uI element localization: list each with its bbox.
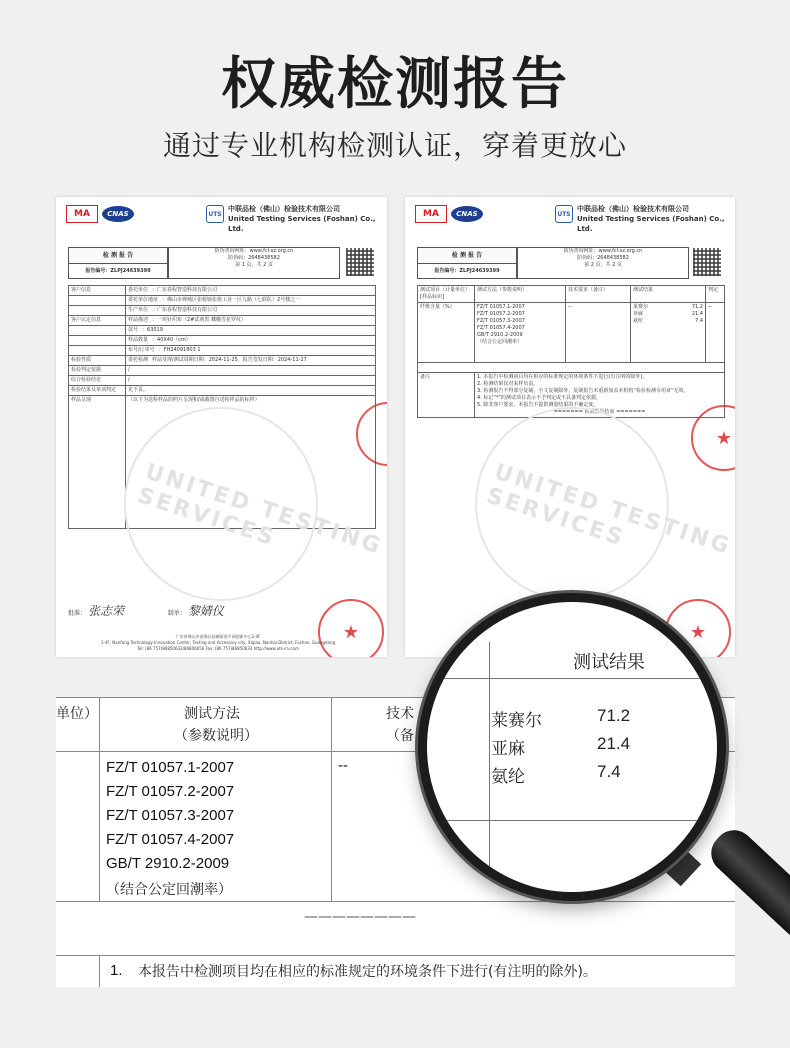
row-label <box>69 306 126 316</box>
results-cell <box>631 303 706 363</box>
table-row <box>418 363 725 373</box>
company-name-cn: 中联品检（佛山）检验技术有限公司 <box>577 205 689 213</box>
row-label: 客户信息 <box>69 286 126 296</box>
row-field-value: ：FH24091803 1 <box>158 347 201 353</box>
company-seal-stamp: ★ <box>318 599 384 657</box>
method-line: FZ/T 01057.3-2007 <box>477 318 525 324</box>
row-label: 样品呈现 <box>69 396 126 529</box>
company-name <box>228 204 387 234</box>
row-key: / <box>128 377 130 383</box>
row-key: 委托单位地址 <box>128 297 159 303</box>
table-row <box>69 296 376 306</box>
uts-logo: UTS <box>555 205 573 223</box>
method-line: GB/T 2910.2-2009 <box>477 332 523 338</box>
report-number: 报告编号：ZLPJ24639399 <box>85 268 151 274</box>
report-title-box <box>68 247 168 279</box>
table-row <box>69 346 376 356</box>
row-label: 客户认定信息 <box>69 316 126 326</box>
table-row <box>69 386 376 396</box>
result-header: 测试结果 <box>573 652 645 673</box>
header-cell: 测试结果 <box>631 286 706 303</box>
query-box <box>168 247 340 279</box>
row-field-value: ：广东春程智造科技有限公司 <box>152 287 218 293</box>
verdict-cell: -- <box>706 303 725 363</box>
row-value <box>126 346 376 356</box>
fiber-value: 21.4 <box>597 734 631 753</box>
fiber-value: 71.2 <box>597 706 631 725</box>
note-line: 4. 标记“*”的测试项目表示不予判定或不具备判定依据。 <box>477 395 602 401</box>
cnas-logo: CNAS <box>451 206 483 222</box>
uts-logo: UTS <box>206 205 224 223</box>
row-key: 生产单位 <box>128 307 149 313</box>
note-line: 5. 除非客户要求，本报告不提供测量结果的不确定度。 <box>477 402 599 408</box>
table-row <box>69 326 376 336</box>
row-key: 委托单位 <box>128 287 149 293</box>
row-value <box>126 366 376 376</box>
method-line: （结合公定回潮率） <box>477 339 523 345</box>
row-label: 检验判定依据 <box>69 366 126 376</box>
row-field-value: 样品受理/测试周期日期：2024-11-25，报告签发日期：2024-11-27 <box>152 357 307 363</box>
company-name-en: United Testing Services (Foshan) Co., Ltd. <box>577 215 725 233</box>
table-row <box>69 336 376 346</box>
query-code: 防伪码：2648438582 <box>228 255 280 261</box>
page-number: 第 2 页，共 2 页 <box>584 262 622 268</box>
company-name-cn: 中联品检（佛山）检验技术有限公司 <box>228 205 340 213</box>
row-field-value: ：一块针织布（2#试剂黑 蝶椭雪花罗纹） <box>152 317 246 323</box>
row-value <box>126 386 376 396</box>
row-label <box>69 336 126 346</box>
requirement-header-sub: （备 <box>386 728 414 744</box>
report-page-2 <box>405 197 735 657</box>
requirement-value: -- <box>338 757 348 774</box>
row-key: 款号 <box>128 327 139 333</box>
cma-logo: MA <box>66 205 98 223</box>
table-row <box>418 303 725 363</box>
note-line: 3. 检测报告不得部分复制，全文复制除外，复制报告未重新加盖本机构“检验检测专用章”无效。 <box>477 388 689 394</box>
report-page-1 <box>56 197 387 657</box>
qr-code <box>693 248 721 276</box>
note-line: 1. 本报告中检测项目均在相应的标准规定的环境条件下进行(有注明的除外)。 <box>477 374 648 380</box>
row-value <box>126 306 376 316</box>
note-line: 2. 检测结果仅对来样负责。 <box>477 381 539 387</box>
unit-header: 单位） <box>56 706 98 722</box>
method-line: FZ/T 01057.2-2007 <box>477 311 525 317</box>
row-value <box>126 356 376 366</box>
fiber-name: 氨纶 <box>491 767 525 787</box>
result-line: 莱赛尔 71.2 <box>633 304 703 310</box>
row-value <box>126 336 376 346</box>
watermark-text: UNITED TESTING SERVICES <box>134 459 386 560</box>
report-title: 检 测 报 告 <box>418 248 516 264</box>
table-row <box>69 306 376 316</box>
method-line: FZ/T 01057.4-2007 <box>106 831 235 848</box>
fiber-name: 莱赛尔 <box>491 711 542 731</box>
fiber-value: 7.4 <box>597 762 621 781</box>
row-value <box>126 376 376 386</box>
report-title: 检 测 报 告 <box>69 248 167 264</box>
page-number: 第 1 页，共 2 页 <box>235 262 273 268</box>
method-line: FZ/T 01057.1-2007 <box>477 304 525 310</box>
row-key: 见下页。 <box>128 387 149 393</box>
method-line: FZ/T 01057.1-2007 <box>106 759 235 776</box>
note-number: 1. <box>110 962 123 979</box>
requirement-cell: -- <box>566 303 631 363</box>
method-line: FZ/T 01057.3-2007 <box>106 807 235 824</box>
footer-line-1: 广东省佛山市南海区桂城街道平洲创新中心1-4F <box>175 634 261 639</box>
report-end-marker: ======= 检测报告结束 ======= <box>553 409 646 415</box>
row-field-value: ：佛山市禅城区张槎镇张槎工业一区九路（七联队）2号楼之一 <box>162 297 301 303</box>
cert-logos <box>415 205 483 223</box>
row-value <box>126 326 376 336</box>
approver-signature: 张志荣 <box>87 604 124 618</box>
divider-line: ———————— <box>304 909 416 925</box>
method-line: GB/T 2910.2-2009 <box>106 855 230 872</box>
row-key: （以下为送检样品的照片呈现和/或截图自送检样品的标样） <box>128 397 260 403</box>
doc-footer <box>68 634 368 652</box>
result-line: 亚麻 21.4 <box>633 311 703 317</box>
row-key: 委托检测 <box>128 357 149 363</box>
query-code: 防伪码：2648438582 <box>577 255 629 261</box>
seal-stamp: ★ <box>691 405 735 471</box>
qr-code <box>346 248 374 276</box>
magnifying-glass <box>418 593 726 901</box>
table-row <box>69 356 376 366</box>
query-site: 防伪查询网址：www.fcl-sz.org.cn <box>214 248 294 254</box>
company-name <box>577 204 735 234</box>
row-key: 布号/订单号 <box>128 347 155 353</box>
approver-label: 批准： <box>68 610 87 617</box>
cma-logo: MA <box>415 205 447 223</box>
fiber-name: 亚麻 <box>491 739 525 759</box>
row-label <box>69 326 126 336</box>
header-cell: 技术要求（备注） <box>566 286 631 303</box>
test-result-table <box>417 285 725 418</box>
report-title-box <box>417 247 517 279</box>
method-header-sub: （参数说明） <box>174 728 258 744</box>
methods-cell <box>475 303 566 363</box>
row-value <box>126 316 376 326</box>
signature-row <box>68 602 224 619</box>
result-line: 氨纶 7.4 <box>633 318 703 324</box>
notes-label: 备注 <box>418 373 475 418</box>
company-seal-stamp: ★ <box>665 599 731 657</box>
method-line: （结合公定回潮率） <box>106 882 232 898</box>
table-row <box>69 376 376 386</box>
row-value <box>126 286 376 296</box>
row-field-value: ：40X40（cm） <box>152 337 191 343</box>
table-header-row <box>418 286 725 303</box>
page-title: 权威检测报告 <box>221 52 569 117</box>
company-name-en: United Testing Services (Foshan) Co., Ltd. <box>228 215 376 233</box>
table-row <box>69 316 376 326</box>
cnas-logo: CNAS <box>102 206 134 222</box>
header-cell: 测试项目（计量单位）[样品标识] <box>418 286 475 303</box>
footer-line-3: Tel: (86 757)86850633/86806656 Fax: (86 757)86850633 http://www.uts-cn.com <box>137 646 299 651</box>
maker-signature: 黎婧仪 <box>187 604 224 618</box>
row-label: 检验结果及单项判定 <box>69 386 126 396</box>
row-key: / <box>128 367 130 373</box>
row-label: 检验性质 <box>69 356 126 366</box>
note-text: 本报告中检测项目均在相应的标准规定的环境条件下进行(有注明的除外)。 <box>138 964 597 980</box>
cert-logos <box>66 205 134 223</box>
header-cell: 判定 <box>706 286 725 303</box>
requirement-header: 技术 <box>386 706 414 722</box>
row-field-value: ：63019 <box>142 327 163 333</box>
method-line: FZ/T 01057.2-2007 <box>106 783 235 800</box>
watermark-text: UNITED TESTING SERVICES <box>483 459 735 560</box>
method-line: FZ/T 01057.4-2007 <box>477 325 525 331</box>
row-key: 样品描述 <box>128 317 149 323</box>
footer-line-2: 1-4F, Nanfang Technology Innovation Center, Testing and Accessory city, Xiqiao, Nanhai District, Foshan, Guangdong <box>100 640 336 645</box>
row-field-value: ：广东春程智造科技有限公司 <box>152 307 218 313</box>
table-row <box>69 286 376 296</box>
report-number: 报告编号：ZLPJ24639399 <box>434 268 500 274</box>
row-label: 综合检验结论 <box>69 376 126 386</box>
table-row <box>69 366 376 376</box>
header-cell: 测试方法（参数说明） <box>475 286 566 303</box>
maker-label: 制单： <box>167 610 186 617</box>
query-box <box>517 247 689 279</box>
query-site: 防伪查询网址：www.fcl-sz.org.cn <box>563 248 643 254</box>
method-header: 测试方法 <box>184 706 240 722</box>
page-subtitle: 通过专业机构检测认证，穿着更放心 <box>162 129 627 162</box>
row-key: 样品数量 <box>128 337 149 343</box>
row-value <box>126 296 376 306</box>
item-cell: 纤维含量（%） <box>418 303 475 363</box>
row-label <box>69 346 126 356</box>
row-label <box>69 296 126 306</box>
